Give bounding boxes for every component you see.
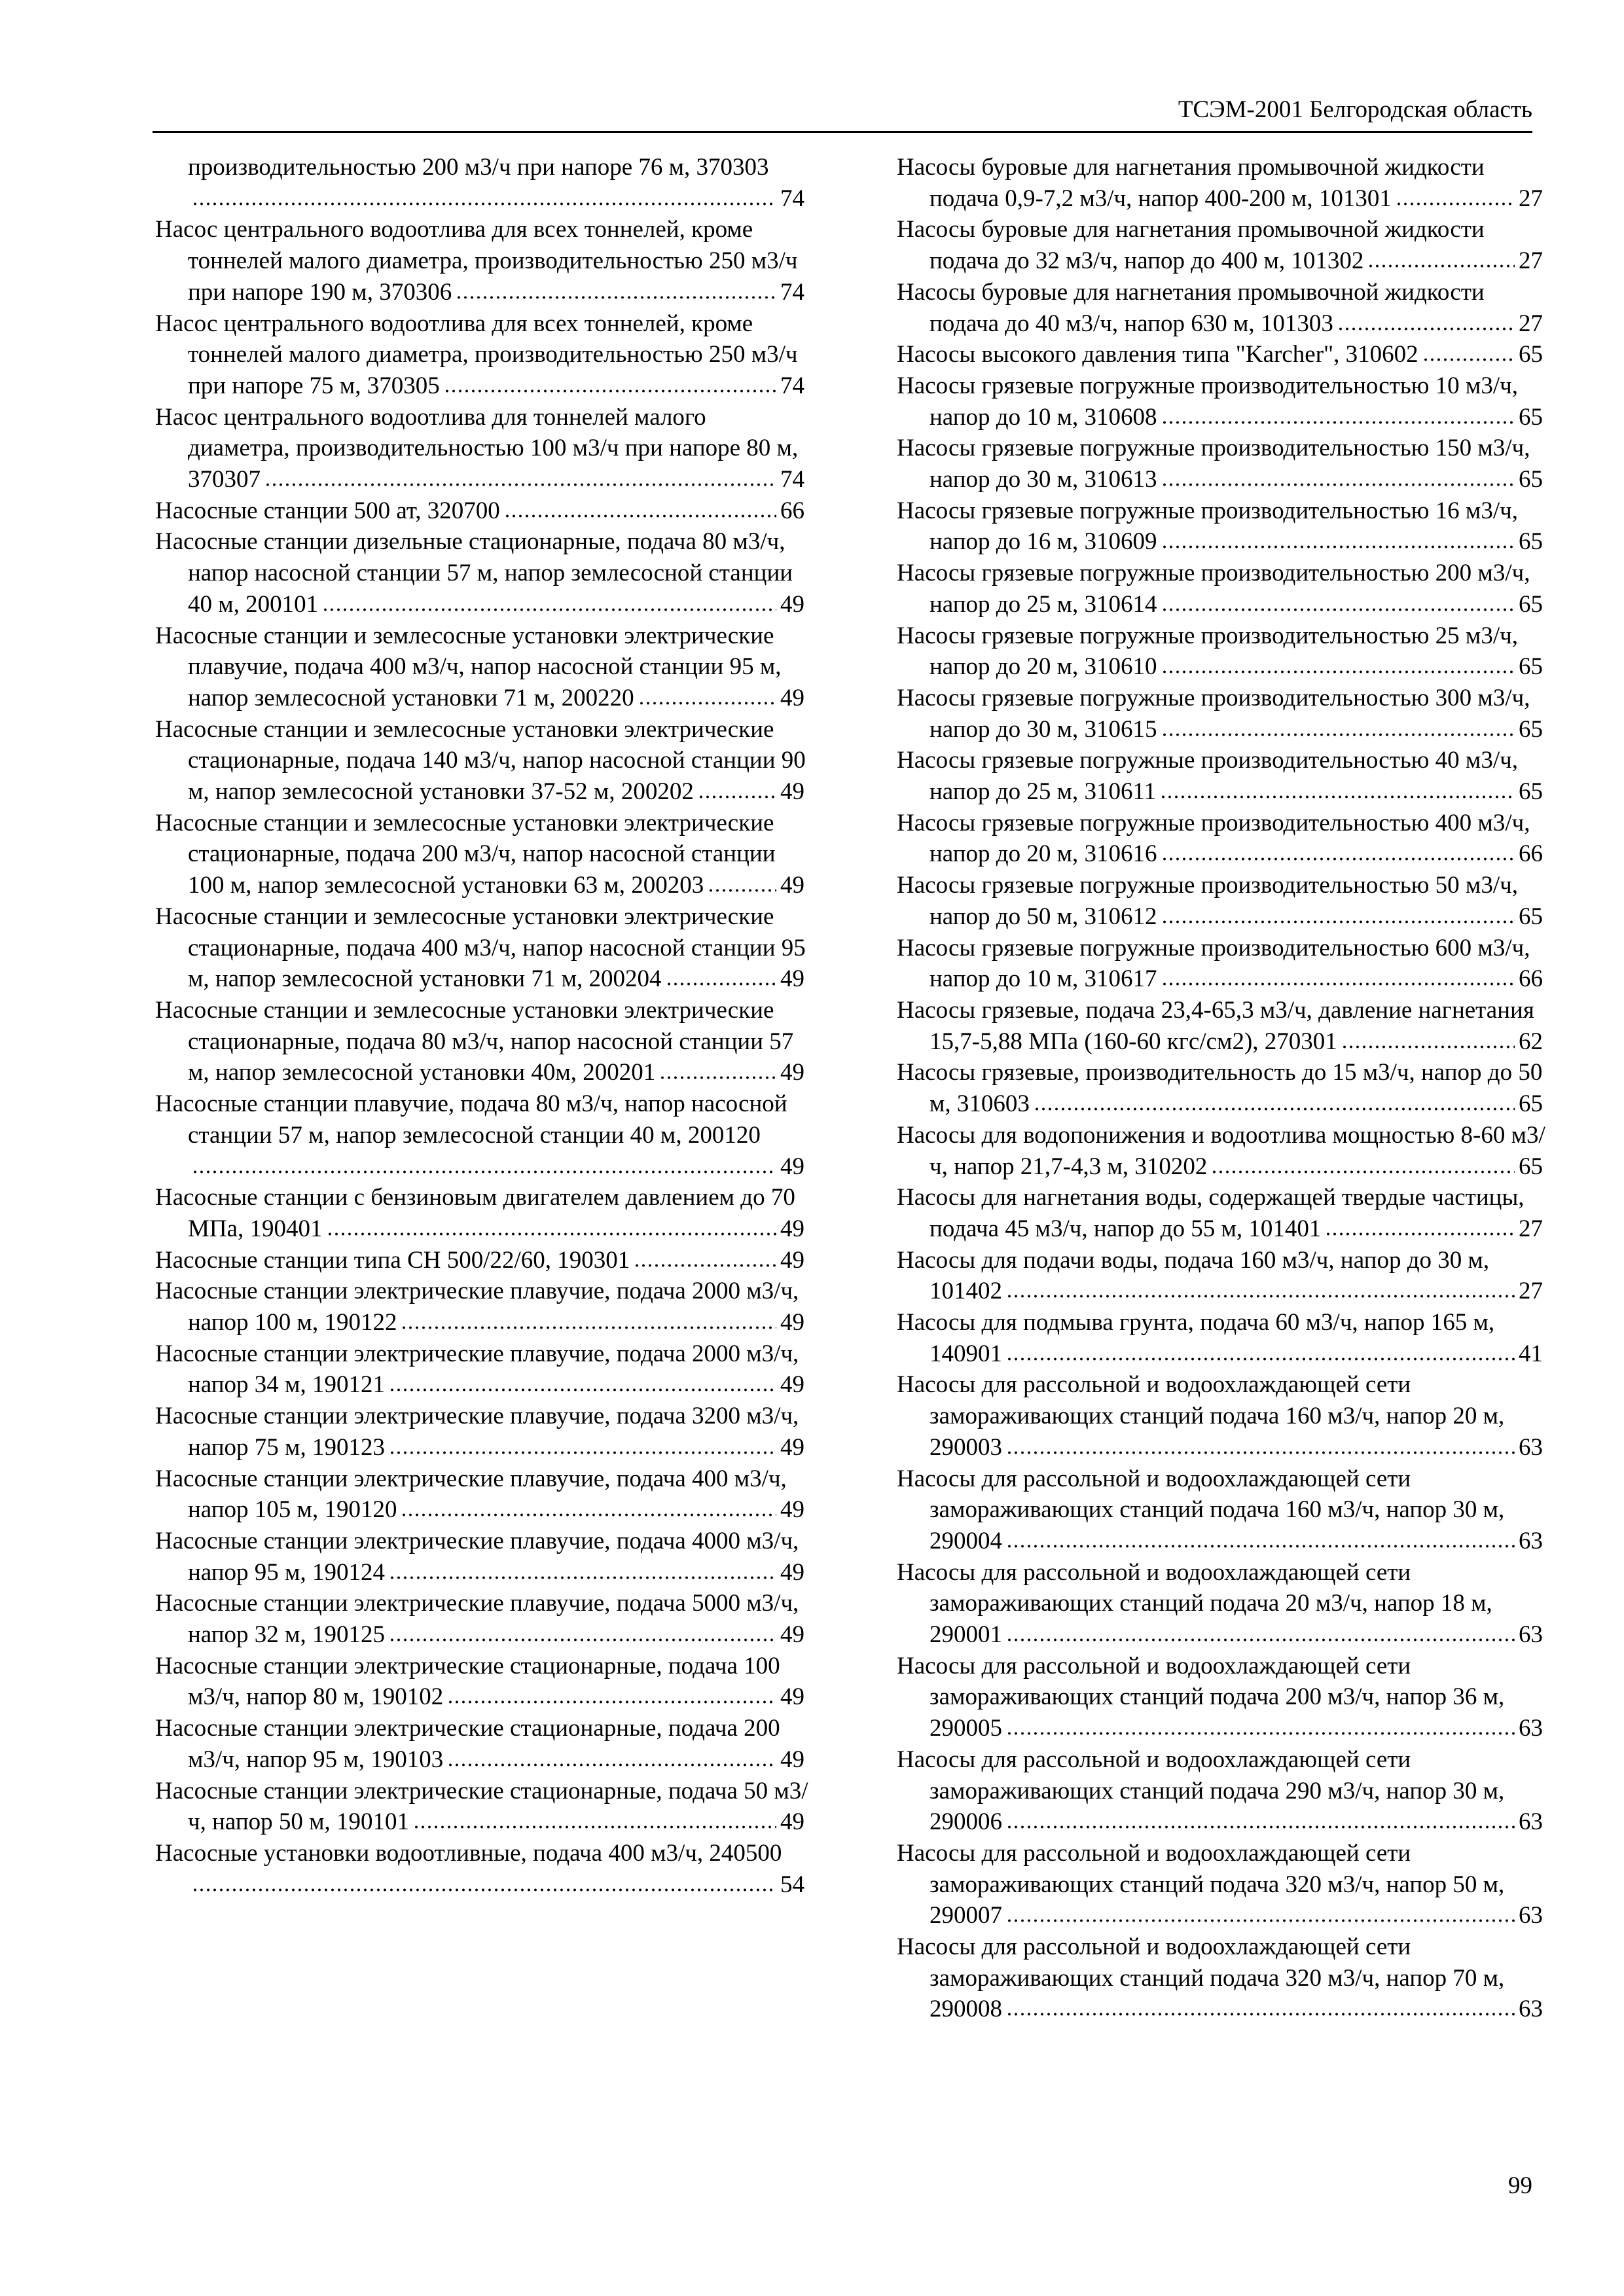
index-entry-text: Насосы для подмыва грунта, подача 60 м3/ч, напор 165 м, 140901 [897,1309,1495,1367]
index-entry [155,995,810,1088]
index-entry [897,1307,1548,1369]
index-entry [155,1338,810,1401]
index-entry [155,1401,810,1463]
index-entry-text: Насосы грязевые погружные производительностью 10 м3/ч, напор до 10 м, 310608 [897,372,1518,431]
index-entry-text: Насосные станции электрические стационарные, подача 100 м3/ч, напор 80 м, 190102 [155,1652,780,1711]
dot-leader [1160,780,1515,799]
index-entry-page: 65 [1519,778,1543,806]
index-entry [897,1744,1548,1838]
index-entry-text: Насосные станции электрические плавучие, подача 400 м3/ч, напор 105 м, 190120 [155,1465,787,1524]
dot-leader [1161,967,1515,986]
index-entry-text: Насосы грязевые погружные производительностью 400 м3/ч, напор до 20 м, 310616 [897,809,1530,868]
index-entry-text: Насосные станции электрические плавучие, подача 5000 м3/ч, напор 32 м, 190125 [155,1590,799,1649]
index-entry-page: 49 [780,1246,804,1274]
index-entry-page: 27 [1519,247,1543,275]
index-entry-page: 49 [780,1371,804,1399]
index-entry [155,1182,810,1244]
index-entry-text: Насосные станции плавучие, подача 80 м3/ч, напор насосной станции 57 м, напор землесосной станции 40 м, 200120 [155,1090,787,1149]
index-entry-page: 49 [780,1215,804,1242]
index-entry [155,1088,810,1182]
dot-leader [1367,249,1515,268]
index-entry [897,620,1548,683]
index-entry [897,495,1548,558]
dot-leader [447,1685,776,1704]
index-entry [897,277,1548,339]
dot-leader [1161,467,1515,487]
dot-leader [322,592,776,612]
index-entry [897,370,1548,433]
index-entry [897,1057,1548,1119]
index-entry [155,526,810,620]
index-entry-page: 65 [1519,341,1543,368]
dot-leader [389,1623,776,1642]
index-entry-text: Насосные станции и землесосные установки электрические стационарные, подача 400 м3/ч, напор насосной станции 95 м, напор землесосной установки 71 м, 200204 [155,903,806,993]
index-entry-page: 49 [780,872,804,899]
index-entry-text: Насосные станции типа СН 500/22/60, 190301 [155,1246,630,1274]
index-entry-page: 49 [780,590,804,618]
dot-leader [327,1217,776,1236]
index-entry-page: 65 [1519,1090,1543,1118]
index-entry-page: 49 [780,1153,804,1180]
index-entry-page: 66 [1519,965,1543,993]
index-entry [897,1557,1548,1651]
index-entry-text: Насосные станции и землесосные установки электрические плавучие, подача 400 м3/ч, напор насосной станции 95 м, напор землесосной установки 71 м, 200220 [155,622,782,711]
dot-leader [401,1310,776,1330]
index-entry-text: Насосы для рассольной и водоохлаждающей сети замораживающих станций подача 160 м3/ч, напор 20 м, 290003 [897,1371,1505,1461]
index-entry-page: 65 [1519,903,1543,930]
index-entry [897,870,1548,932]
index-entry-text: Насосные станции и землесосные установки электрические стационарные, подача 80 м3/ч, напор насосной станции 57 м, напор землесосной установки 40м, 200201 [155,996,794,1086]
index-entry [897,214,1548,276]
index-entry-text: Насосы грязевые погружные производительностью 40 м3/ч, напор до 25 м, 310611 [897,747,1518,806]
index-entry [155,808,810,901]
index-entry-text: Насос центрального водоотлива для тоннелей малого диаметра, производительностью 100 м3/ч при напоре 80 м, 370307 [155,403,799,493]
index-entry-page: 49 [780,1746,804,1773]
index-entry [155,402,810,495]
index-entry-page: 49 [780,1558,804,1586]
index-entry-text: Насосные станции электрические стационарные, подача 200 м3/ч, напор 95 м, 190103 [155,1715,780,1773]
dot-leader [192,1873,776,1892]
index-entry [897,933,1548,995]
index-entry-text: Насосы для рассольной и водоохлаждающей сети замораживающих станций подача 290 м3/ч, напор 30 м, 290006 [897,1746,1505,1836]
index-entry-page: 49 [780,778,804,806]
index-entry-page: 27 [1519,1278,1543,1305]
index-column-left [155,152,810,1900]
index-entry-text: Насосы буровые для нагнетания промывочной жидкости подача до 32 м3/ч, напор до 400 м, 101302 [897,216,1485,275]
dot-leader [1161,905,1515,924]
index-entry-text: Насосные станции и землесосные установки электрические стационарные, подача 140 м3/ч, напор насосной станции 90 м, напор землесосной установки 37-52 м, 200202 [155,715,806,806]
index-entry-page: 49 [780,1683,804,1711]
index-entry-page: 63 [1519,1527,1543,1554]
page-header [153,92,1532,133]
index-entry-page: 63 [1519,1996,1543,2023]
index-entry-text: Насосы для рассольной и водоохлаждающей сети замораживающих станций подача 20 м3/ч, напор 18 м, 290001 [897,1558,1492,1649]
dot-leader [389,1372,776,1392]
dot-leader [1006,1810,1515,1829]
index-entry-page: 74 [780,185,804,212]
index-entry [897,1120,1548,1182]
index-entry [897,745,1548,807]
dot-leader [1006,1623,1515,1642]
dot-leader [1161,592,1515,612]
index-entry-page: 66 [1519,840,1543,868]
dot-leader [1006,1342,1515,1361]
dot-leader [708,873,776,893]
dot-leader [1211,1155,1515,1174]
index-entry [897,808,1548,870]
index-entry-text: Насосы грязевые погружные производительностью 16 м3/ч, напор до 16 м, 310609 [897,497,1518,556]
index-entry [155,1776,810,1838]
index-entry-text: Насосные станции электрические плавучие, подача 4000 м3/ч, напор 95 м, 190124 [155,1527,799,1586]
index-entry [897,1182,1548,1244]
dot-leader [413,1810,776,1829]
index-entry [897,433,1548,495]
index-entry-text: Насосные станции электрические плавучие, подача 3200 м3/ч, напор 75 м, 190123 [155,1403,799,1461]
dot-leader [1422,342,1515,362]
dot-leader [1161,842,1515,861]
index-entry [155,620,810,714]
index-entry-text: Насосы для рассольной и водоохлаждающей сети замораживающих станций подача 200 м3/ч, напор 36 м, 290005 [897,1652,1505,1742]
index-entry [155,901,810,995]
dot-leader [389,1560,776,1580]
index-entry-text: Насосные станции электрические плавучие, подача 2000 м3/ч, напор 34 м, 190121 [155,1340,799,1399]
index-entry-text: Насосы высокого давления типа "Karcher", 310602 [897,341,1418,368]
index-entry [897,558,1548,620]
index-entry-page: 65 [1519,528,1543,556]
index-entry [897,1651,1548,1744]
dot-leader [1161,717,1515,737]
index-entry-page: 49 [780,1621,804,1649]
index-entry-text: Насос центрального водоотлива для всех тоннелей, кроме тоннелей малого диаметра, производительностью 250 м3/ч при напоре 75 м, 370305 [155,310,798,399]
index-entry-page: 49 [780,965,804,993]
index-entry [897,1245,1548,1307]
index-entry-page: 41 [1519,1340,1543,1367]
index-entry-text: Насосы грязевые погружные производительностью 600 м3/ч, напор до 10 м, 310617 [897,934,1530,993]
index-entry-text: Насос центрального водоотлива для всех тоннелей, кроме тоннелей малого диаметра, производительностью 250 м3/ч при напоре 190 м, 370306 [155,216,798,306]
index-entry-text: производительностью 200 м3/ч при напоре 76 м, 370303 [188,154,769,181]
index-entry-page: 65 [1519,715,1543,743]
dot-leader [634,1248,776,1268]
index-entry [155,1713,810,1775]
index-entry-page: 49 [780,684,804,711]
index-entry-text: Насосы грязевые погружные производительностью 25 м3/ч, напор до 20 м, 310610 [897,622,1518,681]
index-entry [897,152,1548,214]
index-entry-page: 27 [1519,185,1543,212]
dot-leader [389,1435,776,1455]
index-entry [897,339,1548,370]
dot-leader [192,187,776,206]
index-entry [897,1463,1548,1557]
index-entry-page: 63 [1519,1715,1543,1742]
index-entry [897,683,1548,745]
index-entry-text: Насосы для рассольной и водоохлаждающей сети замораживающих станций подача 320 м3/ч, напор 50 м, 290007 [897,1839,1505,1929]
dot-leader [1325,1217,1515,1236]
index-entry-text: Насосные станции 500 ат, 320700 [155,497,500,524]
index-entry-text: Насосные станции электрические стационарные, подача 50 м3/ч, напор 50 м, 190101 [155,1777,808,1836]
dot-leader [1341,1030,1515,1049]
index-entry-page: 54 [780,1871,804,1898]
index-entry-page: 65 [1519,466,1543,493]
dot-leader [456,280,776,300]
index-entry [155,1588,810,1650]
index-entry [155,152,810,214]
index-entry-text: Насосы для рассольной и водоохлаждающей сети замораживающих станций подача 320 м3/ч, напор 70 м, 290008 [897,1933,1505,2023]
index-entry-page: 74 [780,278,804,306]
dot-leader [1006,1435,1515,1455]
index-entry-text: Насосы грязевые погружные производительностью 200 м3/ч, напор до 25 м, 310614 [897,560,1530,618]
index-entry-text: Насосные станции дизельные стационарные, подача 80 м3/ч, напор насосной станции 57 м, напор землесосной станции 40 м, 200101 [155,528,793,618]
dot-leader [1034,1092,1515,1111]
index-entry [155,1838,810,1900]
index-entry-page: 74 [780,466,804,493]
index-entry-page: 74 [780,372,804,399]
dot-leader [1006,1716,1515,1736]
dot-leader [1006,1279,1515,1299]
index-entry-text: Насосы для водопонижения и водоотлива мощностью 8-60 м3/ч, напор 21,7-4,3 м, 310202 [897,1121,1545,1180]
index-entry [897,1369,1548,1463]
dot-leader [504,499,776,518]
index-entry-text: Насосы для рассольной и водоохлаждающей сети замораживающих станций подача 160 м3/ч, напор 30 м, 290004 [897,1465,1505,1554]
index-entry-page: 65 [1519,1153,1543,1180]
index-entry-text: Насосные станции электрические плавучие, подача 2000 м3/ч, напор 100 м, 190122 [155,1278,799,1336]
dot-leader [659,1060,776,1080]
dot-leader [1006,1903,1515,1923]
dot-leader [666,967,776,986]
index-entry-text: Насосы буровые для нагнетания промывочной жидкости подача до 40 м3/ч, напор 630 м, 101303 [897,278,1485,337]
index-entry-page: 63 [1519,1433,1543,1461]
dot-leader [192,1155,776,1174]
index-entry-text: Насосы грязевые, подача 23,4-65,3 м3/ч, давление нагнетания 15,7-5,88 МПа (160-60 кгс/см2), 270301 [897,996,1534,1055]
dot-leader [264,467,776,487]
index-entry [155,1276,810,1338]
dot-leader [698,780,776,799]
index-entry-page: 63 [1519,1902,1543,1929]
index-entry [155,495,810,527]
index-entry [897,1838,1548,1931]
index-entry-page: 49 [780,1309,804,1336]
index-entry [155,1526,810,1588]
index-entry [155,1245,810,1276]
index-entry-page: 66 [780,497,804,524]
index-entry-page: 49 [780,1433,804,1461]
index-entry-text: Насосы грязевые погружные производительностью 300 м3/ч, напор до 30 м, 310615 [897,684,1530,743]
index-column-right [897,152,1548,2025]
dot-leader [1006,1529,1515,1549]
index-entry-text: Насосы для подачи воды, подача 160 м3/ч, напор до 30 м, 101402 [897,1246,1490,1305]
index-entry-text: Насосы грязевые, производительность до 15 м3/ч, напор до 50 м, 310603 [897,1059,1543,1118]
index-entry-text: Насосные станции и землесосные установки электрические стационарные, подача 200 м3/ч, напор насосной станции 100 м, напор землесосной установки 63 м, 200203 [155,809,776,899]
dot-leader [1161,405,1515,425]
dot-leader [1161,655,1515,674]
page-number: 99 [1508,2172,1532,2199]
index-entry-page: 27 [1519,310,1543,337]
index-entry-text: Насосы буровые для нагнетания промывочной жидкости подача 0,9-7,2 м3/ч, напор 400-200 м, 101301 [897,154,1485,212]
index-entry-page: 49 [780,1059,804,1086]
index-entry-page: 65 [1519,653,1543,681]
index-entry-page: 63 [1519,1808,1543,1836]
dot-leader [638,686,776,706]
index-entry-page: 49 [780,1496,804,1524]
header-title: ТСЭМ-2001 Белгородская область [1178,96,1532,123]
index-entry-page: 27 [1519,1215,1543,1242]
index-entry-page: 63 [1519,1621,1543,1649]
index-entry [155,214,810,308]
index-entry-text: Насосные установки водоотливные, подача 400 м3/ч, 240500 [155,1839,782,1867]
index-entry-page: 65 [1519,590,1543,618]
dot-leader [1006,1997,1515,2017]
index-entry-text: Насосы грязевые погружные производительностью 50 м3/ч, напор до 50 м, 310612 [897,872,1518,930]
dot-leader [401,1498,776,1517]
index-entry [155,1463,810,1526]
dot-leader [447,1748,776,1767]
index-entry [897,995,1548,1057]
dot-leader [444,374,776,393]
index-entry-text: Насосы грязевые погружные производительностью 150 м3/ч, напор до 30 м, 310613 [897,435,1530,493]
index-entry [897,1931,1548,2025]
dot-leader [1337,312,1515,331]
dot-leader [1161,529,1515,549]
index-entry-text: Насосные станции с бензиновым двигателем давлением до 70 МПа, 190401 [155,1184,795,1242]
index-entry [155,308,810,402]
index-entry [155,1651,810,1713]
index-entry-text: Насосы для нагнетания воды, содержащей твердые частицы, подача 45 м3/ч, напор до 55 м, 101401 [897,1184,1525,1242]
dot-leader [1396,187,1515,206]
index-entry-page: 49 [780,1808,804,1836]
index-entry [155,714,810,808]
index-entry-page: 62 [1519,1028,1543,1055]
index-entry-page: 65 [1519,403,1543,431]
